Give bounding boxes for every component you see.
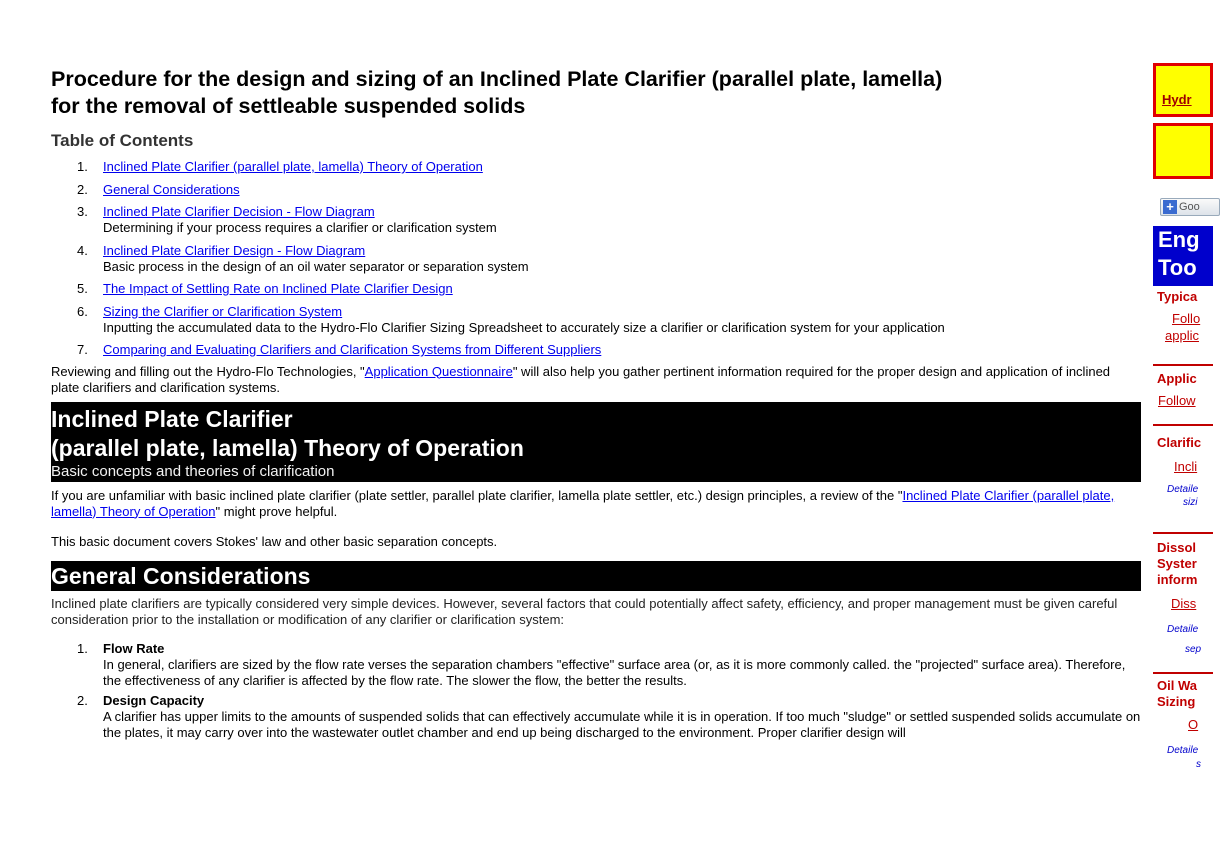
toc-number: 4. — [77, 242, 88, 258]
toc-number: 7. — [77, 342, 88, 357]
sidebar-heading: Typica — [1157, 289, 1198, 304]
sidebar-heading: inform — [1157, 572, 1198, 587]
application-questionnaire-link[interactable]: Application Questionnaire — [364, 363, 513, 379]
toc-link-design[interactable]: Inclined Plate Clarifier Design - Flow Diagram — [103, 242, 366, 258]
theory-text-post: " might prove helpful. — [215, 503, 338, 519]
general-intro: Inclined plate clarifiers are typically considered very simple devices. However, several factors that could potentially affect safety, efficiency, and proper management must be given careful consideration prior to the installation or modification of any clarifier or clarification system: — [51, 595, 1118, 627]
toc-link-decision[interactable]: Inclined Plate Clarifier Decision - Flow Diagram — [103, 204, 375, 219]
sidebar-section-typical — [1153, 289, 1213, 343]
sidebar-link[interactable]: Diss — [1171, 596, 1197, 611]
toc-item — [51, 304, 1141, 336]
item-title: Design Capacity — [103, 692, 205, 708]
sidebar-divider — [1153, 672, 1213, 674]
section-subtitle: Basic concepts and theories of clarification — [51, 462, 335, 480]
toc-item — [51, 182, 1141, 198]
hydro-flo-banner[interactable] — [1153, 63, 1213, 117]
list-item — [51, 641, 1141, 689]
sidebar-italic: sep — [1185, 644, 1202, 655]
google-plus-button[interactable] — [1160, 198, 1220, 216]
sidebar-link[interactable]: Follo — [1172, 311, 1201, 326]
sidebar-italic: s — [1196, 759, 1201, 770]
sidebar-divider — [1153, 364, 1213, 366]
review-paragraph — [51, 364, 1141, 396]
sidebar-link[interactable]: O — [1188, 717, 1199, 732]
engineering-tools-box — [1153, 226, 1213, 286]
title-line-2: for the removal of settleable suspended solids — [51, 94, 526, 118]
sidebar-link[interactable]: Incli — [1174, 459, 1198, 474]
considerations-list — [51, 641, 1141, 741]
toc-item — [51, 342, 1141, 358]
sidebar-heading: Dissol — [1157, 540, 1197, 555]
banner-link-text[interactable]: Hydr — [1162, 92, 1192, 107]
toc-description: Inputting the accumulated data to the Hydro-Flo Clarifier Sizing Spreadsheet to accurately size a clarifier or clarification system for your application — [103, 319, 945, 335]
review-text-pre: Reviewing and filling out the Hydro-Flo Technologies, " — [51, 363, 365, 379]
toc-heading: Table of Contents — [51, 131, 194, 150]
sidebar-section-application — [1153, 371, 1213, 408]
section-title-line-1: Inclined Plate Clarifier — [51, 405, 293, 432]
toc-link-theory[interactable]: Inclined Plate Clarifier (parallel plate, lamella) Theory of Operation — [103, 159, 483, 174]
toc-number: 1. — [77, 159, 88, 174]
item-number: 1. — [77, 640, 88, 656]
toc-number: 5. — [77, 281, 88, 296]
tools-line-2: Too — [1158, 255, 1197, 280]
sidebar-italic: sizi — [1183, 497, 1198, 508]
sidebar-italic: Detaile — [1167, 484, 1199, 495]
sidebar-section-dissolved — [1153, 540, 1213, 656]
toc-link-settling-rate[interactable]: The Impact of Settling Rate on Inclined Plate Clarifier Design — [103, 281, 453, 296]
google-plus-label: Goo — [1179, 201, 1200, 213]
theory-of-operation-link[interactable]: Inclined Plate Clarifier (parallel plate, lamella) Theory of Operation — [51, 487, 1115, 519]
page-title — [51, 66, 1141, 120]
toc-number: 6. — [77, 303, 88, 319]
stokes-paragraph: This basic document covers Stokes' law and other basic separation concepts. — [51, 533, 498, 549]
sidebar-italic: Detaile — [1167, 624, 1199, 635]
sidebar-yellow-box — [1153, 123, 1213, 179]
sidebar-heading: Syster — [1157, 556, 1197, 571]
toc-item — [51, 243, 1141, 275]
item-text: In general, clarifiers are sized by the flow rate verses the separation chambers "effective" surface area (or, as it is more commonly called. the "projected" surface area). Therefore, the effectiveness of any clarifier is affected by the flow rate. The slower the flow, the better the results. — [103, 656, 1126, 688]
sidebar-link[interactable]: Follow — [1158, 393, 1196, 408]
toc-number: 3. — [77, 204, 88, 219]
theory-paragraph — [51, 488, 1141, 520]
tools-line-1: Eng — [1158, 227, 1200, 252]
item-text: A clarifier has upper limits to the amounts of suspended solids that can effectively accumulate while it is in operation. If too much "sludge" or settled suspended solids accumulate on the plates, it may carry over into the wastewater outlet chamber and end up being discharged to the environment. Proper clarifier design will — [103, 708, 1141, 740]
toc-link-general[interactable]: General Considerations — [103, 181, 240, 197]
toc-item — [51, 159, 1141, 175]
toc-number: 2. — [77, 181, 88, 197]
sidebar-heading: Clarific — [1157, 435, 1202, 450]
toc-description: Basic process in the design of an oil water separator or separation system — [103, 258, 529, 274]
section-title-line-2: (parallel plate, lamella) Theory of Operation — [51, 434, 524, 461]
document-body — [51, 66, 1141, 745]
item-title: Flow Rate — [103, 640, 165, 656]
sidebar-heading: Oil Wa — [1157, 678, 1197, 693]
toc-link-sizing[interactable]: Sizing the Clarifier or Clarification System — [103, 303, 343, 319]
plus-icon: + — [1163, 200, 1177, 214]
sidebar-italic: Detaile — [1167, 745, 1199, 756]
toc-item — [51, 281, 1141, 297]
toc-item — [51, 204, 1141, 236]
toc-link-comparing[interactable]: Comparing and Evaluating Clarifiers and Clarification Systems from Different Suppliers — [103, 342, 602, 357]
item-number: 2. — [77, 692, 88, 708]
theory-text-pre: If you are unfamiliar with basic inclined plate clarifier (plate settler, parallel plate clarifier, lamella plate settler, etc.) design principles, a review of the " — [51, 487, 903, 503]
sidebar-link[interactable]: applic — [1165, 328, 1199, 343]
list-item — [51, 693, 1141, 741]
sidebar-divider — [1153, 532, 1213, 534]
sidebar-heading: Applic — [1157, 371, 1197, 386]
title-line-1: Procedure for the design and sizing of an Inclined Plate Clarifier (parallel plate, lamella) — [51, 67, 943, 91]
sidebar-section-clarifier — [1153, 435, 1213, 509]
section-header-general: General Considerations — [51, 561, 1141, 591]
review-text-post: " will also help you gather pertinent information required for the proper design and application of inclined plate clarifiers and clarification systems. — [51, 363, 1111, 395]
sidebar-section-oil-water — [1153, 678, 1213, 771]
section-header-theory — [51, 402, 1141, 482]
toc-description: Determining if your process requires a clarifier or clarification system — [103, 220, 497, 235]
table-of-contents — [51, 159, 1141, 358]
sidebar-divider — [1153, 424, 1213, 426]
sidebar-heading: Sizing — [1157, 694, 1196, 709]
